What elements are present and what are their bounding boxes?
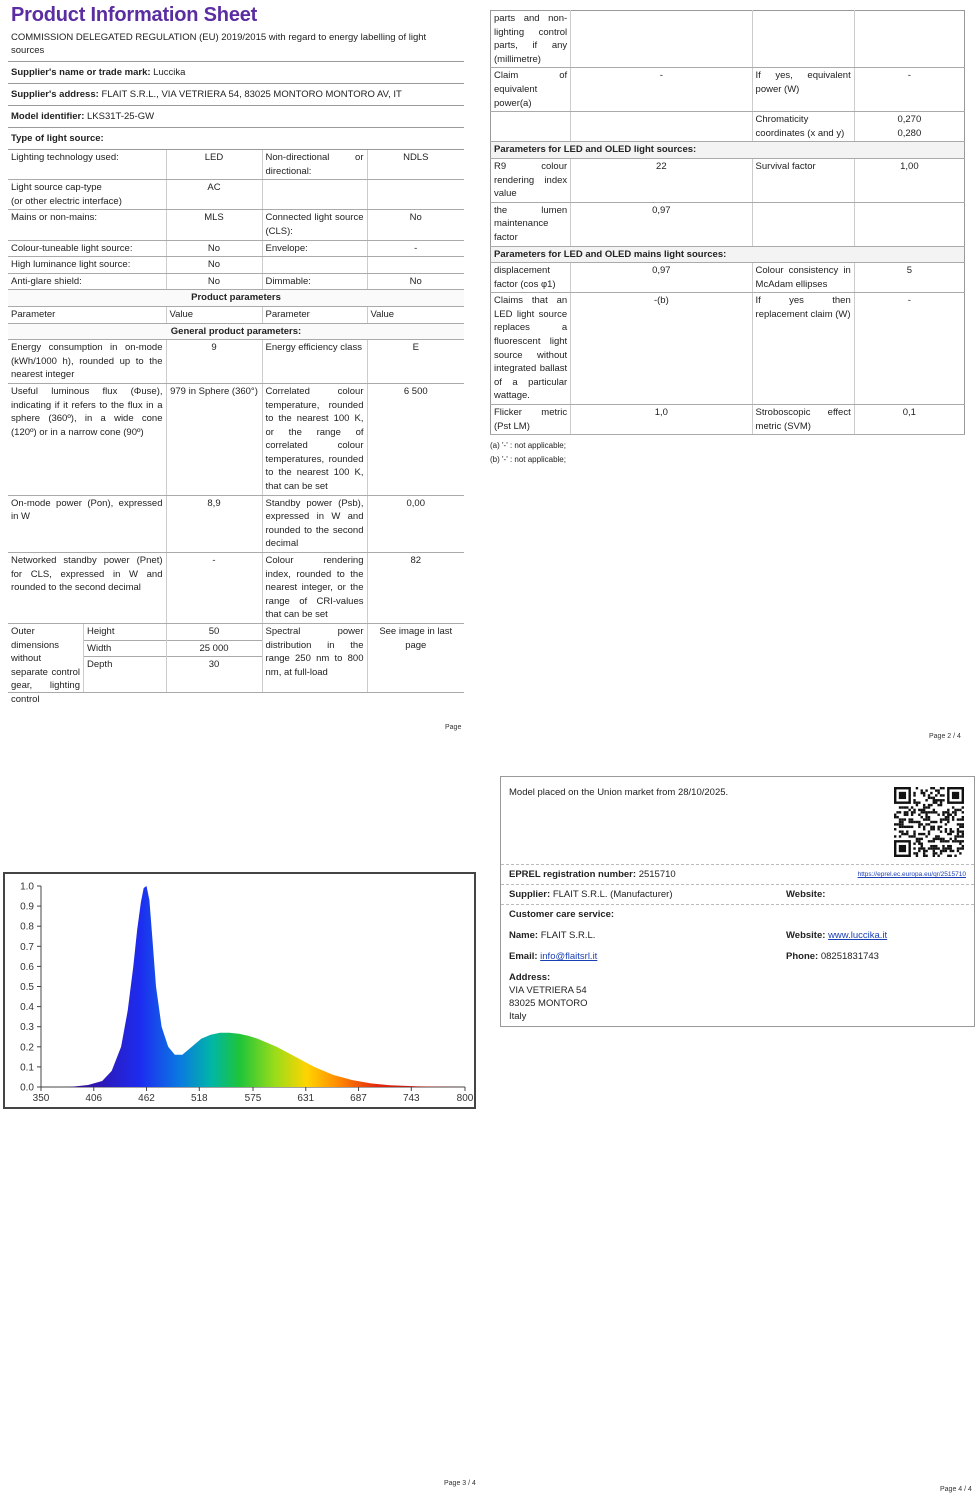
website-label: Website: bbox=[786, 889, 826, 900]
page2-cell: parts and non-lighting control parts, if any (millimetre) bbox=[491, 11, 571, 68]
page2-cell: 0,97 bbox=[571, 202, 752, 246]
type-cell bbox=[262, 180, 367, 210]
general-cell: 8,9 bbox=[166, 495, 262, 552]
page2-cell: Stroboscopic effect metric (SVM) bbox=[752, 405, 854, 435]
product-params-title: Product parameters bbox=[8, 290, 464, 306]
x-tick-label: 631 bbox=[297, 1093, 315, 1104]
led-params-title: Parameters for LED and OLED light sources: bbox=[491, 142, 965, 159]
y-tick-label: 0.2 bbox=[20, 1042, 34, 1054]
general-cell: Energy consumption in on-mode (kWh/1000 h), rounded up to the nearest integer bbox=[8, 340, 166, 384]
footnote-a: (a) '-' : not applicable; bbox=[490, 441, 566, 451]
model-identifier: LKS31T-25-GW bbox=[87, 111, 155, 122]
page2-cell: - bbox=[854, 293, 964, 405]
page2-row bbox=[491, 68, 965, 112]
page2-cell: Survival factor bbox=[752, 158, 854, 202]
page2-cell: the lumen maintenance factor bbox=[491, 202, 571, 246]
footnotes bbox=[490, 439, 965, 467]
type-label: Type of light source: bbox=[11, 133, 104, 144]
width-value: 25 000 bbox=[167, 641, 262, 658]
general-cell: - bbox=[166, 553, 262, 624]
page2-cell bbox=[571, 112, 752, 142]
page2-cell: - bbox=[854, 68, 964, 112]
y-tick-label: 0.9 bbox=[20, 901, 34, 913]
page2-cell: 1,00 bbox=[854, 158, 964, 202]
x-tick-label: 462 bbox=[138, 1093, 155, 1104]
phone-label: Phone: bbox=[786, 951, 819, 962]
general-cell: Standby power (Psb), expressed in W and rounded to the second decimal bbox=[262, 495, 367, 552]
page-4 bbox=[500, 776, 977, 1496]
general-cell: Correlated colour temperature, rounded to the nearest 100 K, or the range of correlated colour temperatures, rounded to the nearest 100 K, that can be set bbox=[262, 383, 367, 495]
x-tick-label: 687 bbox=[350, 1093, 367, 1104]
page2-cell bbox=[571, 11, 752, 68]
name-label: Name: bbox=[509, 930, 539, 941]
spd-value: See image in last page bbox=[367, 624, 464, 693]
type-row bbox=[8, 180, 464, 210]
general-cell: Energy efficiency class bbox=[262, 340, 367, 384]
x-tick-label: 575 bbox=[244, 1093, 262, 1104]
type-row bbox=[8, 257, 464, 274]
general-cell: Useful luminous flux (Φuse), indicating if it refers to the flux in a sphere (360º), in a wide cone (120º) or in a narrow cone (90º) bbox=[8, 383, 166, 495]
page-2 bbox=[490, 10, 965, 745]
type-row bbox=[8, 210, 464, 240]
type-cell: No bbox=[166, 273, 262, 290]
address-line-2: 83025 MONTORO bbox=[509, 998, 588, 1009]
page2-cell: displacement factor (cos φ1) bbox=[491, 263, 571, 293]
model-label: Model identifier: bbox=[11, 111, 85, 122]
type-cell: Lighting technology used: bbox=[8, 150, 166, 180]
page2-row bbox=[491, 263, 965, 293]
page2-cell: 1,0 bbox=[571, 405, 752, 435]
general-cell: E bbox=[367, 340, 464, 384]
product-params-table bbox=[8, 290, 464, 705]
page2-row bbox=[491, 11, 965, 68]
page2-cell: -(b) bbox=[571, 293, 752, 405]
type-cell: No bbox=[367, 210, 464, 240]
page2-cell bbox=[752, 11, 854, 68]
name-value: FLAIT S.R.L. bbox=[540, 930, 596, 941]
page2-cell: 5 bbox=[854, 263, 964, 293]
type-cell: Envelope: bbox=[262, 240, 367, 257]
header-value: Value bbox=[166, 306, 262, 323]
page2-row bbox=[491, 293, 965, 405]
y-tick-label: 0.7 bbox=[20, 941, 34, 953]
page2-cell bbox=[854, 11, 964, 68]
type-cell: AC bbox=[166, 180, 262, 210]
y-tick-label: 0.6 bbox=[20, 961, 34, 973]
height-value: 50 bbox=[167, 624, 262, 641]
type-cell: No bbox=[166, 240, 262, 257]
type-cell: Colour-tuneable light source: bbox=[8, 240, 166, 257]
eprel-box bbox=[500, 776, 975, 1027]
page2-cell: Claims that an LED light source replaces a fluorescent light source without integrated ballast of a particular wattage. bbox=[491, 293, 571, 405]
page-4-number: Page 4 / 4 bbox=[940, 1486, 972, 1493]
address-line-3: Italy bbox=[509, 1011, 527, 1022]
type-cell: MLS bbox=[166, 210, 262, 240]
page2-cell: If yes, equivalent power (W) bbox=[752, 68, 854, 112]
y-tick-label: 0.8 bbox=[20, 921, 34, 933]
general-params-title: General product parameters: bbox=[8, 323, 464, 340]
header-value-2: Value bbox=[367, 306, 464, 323]
qr-code-icon[interactable] bbox=[894, 787, 964, 857]
registration-row bbox=[501, 865, 974, 885]
type-row bbox=[8, 240, 464, 257]
general-row bbox=[8, 553, 464, 624]
eprel-link[interactable]: https://eprel.ec.europa.eu/qr/2515710 bbox=[857, 871, 966, 878]
general-cell: 82 bbox=[367, 553, 464, 624]
general-cell: 6 500 bbox=[367, 383, 464, 495]
supplier-address-line bbox=[8, 84, 464, 106]
type-row bbox=[8, 150, 464, 180]
registration-number: 2515710 bbox=[638, 869, 676, 880]
width-label: Width bbox=[84, 641, 166, 658]
x-tick-label: 800 bbox=[456, 1093, 474, 1104]
supplier-name-line bbox=[8, 62, 464, 84]
general-cell: Networked standby power (Pnet) for CLS, expressed in W and rounded to the second decimal bbox=[8, 553, 166, 624]
customer-care bbox=[501, 905, 974, 1026]
mains-params-title: Parameters for LED and OLED mains light sources: bbox=[491, 246, 965, 263]
type-row bbox=[8, 273, 464, 290]
page2-cell: 0,270 0,280 bbox=[854, 112, 964, 142]
phone-value: 08251831743 bbox=[820, 951, 879, 962]
type-cell: Mains or non-mains: bbox=[8, 210, 166, 240]
type-cell: - bbox=[367, 240, 464, 257]
general-row bbox=[8, 495, 464, 552]
header-param: Parameter bbox=[8, 306, 166, 323]
supplier-address: FLAIT S.R.L., VIA VETRIERA 54, 83025 MONTORO MONTORO AV, IT bbox=[101, 89, 402, 100]
x-tick-label: 350 bbox=[32, 1093, 50, 1104]
email-link[interactable]: info@flaitsrl.it bbox=[540, 951, 598, 962]
address-label: Address: bbox=[509, 972, 551, 983]
customer-care-label: Customer care service: bbox=[509, 909, 615, 920]
spectrum-chart bbox=[3, 872, 476, 1109]
type-cell: High luminance light source: bbox=[8, 257, 166, 274]
type-cell bbox=[262, 257, 367, 274]
depth-label: Depth bbox=[87, 659, 113, 671]
type-cell: Dimmable: bbox=[262, 273, 367, 290]
supplier-name: Luccika bbox=[153, 67, 186, 78]
supplier-address-label: Supplier's address: bbox=[11, 89, 99, 100]
placed-row bbox=[501, 777, 974, 865]
y-tick-label: 0.0 bbox=[20, 1082, 34, 1094]
website-link[interactable]: www.luccika.it bbox=[828, 930, 888, 941]
type-cell bbox=[367, 257, 464, 274]
footnote-b: (b) '-' : not applicable; bbox=[490, 455, 566, 465]
y-tick-label: 0.5 bbox=[20, 982, 34, 993]
sheet-title: Product Information Sheet bbox=[11, 4, 258, 26]
type-cell: No bbox=[166, 257, 262, 274]
placed-text: Model placed on the Union market from 28/10/2025. bbox=[509, 787, 729, 798]
general-cell: 9 bbox=[166, 340, 262, 384]
header-param-2: Parameter bbox=[262, 306, 367, 323]
page-3-number: Page 3 / 4 bbox=[444, 1480, 476, 1487]
page-1-number: Page bbox=[445, 724, 462, 731]
supplier-row bbox=[501, 885, 974, 905]
x-tick-label: 743 bbox=[402, 1093, 420, 1104]
general-row bbox=[8, 340, 464, 384]
y-tick-label: 0.1 bbox=[20, 1062, 34, 1074]
page2-cell: Chromaticity coordinates (x and y) bbox=[752, 112, 854, 142]
type-cell: Anti-glare shield: bbox=[8, 273, 166, 290]
type-cell: Connected light source (CLS): bbox=[262, 210, 367, 240]
dimensions-cell bbox=[8, 624, 166, 705]
y-tick-label: 1.0 bbox=[20, 881, 34, 893]
type-cell: LED bbox=[166, 150, 262, 180]
registration-label: EPREL registration number: bbox=[509, 869, 637, 880]
regulation-text: COMMISSION DELEGATED REGULATION (EU) 2019/2015 with regard to energy labelling of light sources bbox=[8, 27, 464, 62]
page2-cell bbox=[491, 112, 571, 142]
page2-row bbox=[491, 405, 965, 435]
general-cell: Colour rendering index, rounded to the nearest integer, or the range of CRI-values that can be set bbox=[262, 553, 367, 624]
supplier-name-label: Supplier's name or trade mark: bbox=[11, 67, 151, 78]
page2-cell: If yes then replacement claim (W) bbox=[752, 293, 854, 405]
supplier-label: Supplier: bbox=[509, 889, 551, 900]
general-cell: On-mode power (Pon), expressed in W bbox=[8, 495, 166, 552]
spectrum-chart-svg bbox=[5, 874, 474, 1107]
page2-cell: R9 colour rendering index value bbox=[491, 158, 571, 202]
model-line bbox=[8, 106, 464, 128]
y-tick-label: 0.3 bbox=[20, 1022, 34, 1034]
page2-cell: Colour consistency in McAdam ellipses bbox=[752, 263, 854, 293]
dimensions-label: Outer dimensions without separate control gear, lighting control bbox=[8, 624, 84, 692]
website2-label: Website: bbox=[786, 930, 826, 941]
spd-label: Spectral power distribution in the range 250 nm to 800 nm, at full-load bbox=[262, 624, 367, 693]
page2-cell: 0,1 bbox=[854, 405, 964, 435]
height-label: Height bbox=[84, 624, 166, 641]
type-table bbox=[8, 150, 464, 290]
type-cell bbox=[367, 180, 464, 210]
type-cell: No bbox=[367, 273, 464, 290]
x-tick-label: 406 bbox=[85, 1093, 103, 1104]
page-2-number: Page 2 / 4 bbox=[929, 733, 961, 740]
dimensions-values bbox=[166, 624, 262, 693]
general-row bbox=[8, 383, 464, 495]
page-3 bbox=[0, 760, 490, 1495]
type-cell: Light source cap-type (or other electric interface) bbox=[8, 180, 166, 210]
page2-table bbox=[490, 10, 965, 435]
page-1 bbox=[8, 2, 464, 737]
page2-cell: - bbox=[571, 68, 752, 112]
page2-row bbox=[491, 112, 965, 142]
page2-cell: 22 bbox=[571, 158, 752, 202]
page2-cell bbox=[854, 202, 964, 246]
general-cell: 0,00 bbox=[367, 495, 464, 552]
spectrum-area bbox=[69, 886, 465, 1087]
email-label: Email: bbox=[509, 951, 538, 962]
page2-row bbox=[491, 158, 965, 202]
type-cell: Non-directional or directional: bbox=[262, 150, 367, 180]
page2-cell: Claim of equivalent power(a) bbox=[491, 68, 571, 112]
type-line bbox=[8, 128, 464, 150]
type-cell: NDLS bbox=[367, 150, 464, 180]
page2-row bbox=[491, 202, 965, 246]
page2-cell bbox=[752, 202, 854, 246]
page2-cell: 0,97 bbox=[571, 263, 752, 293]
x-tick-label: 518 bbox=[190, 1093, 208, 1104]
address-line-1: VIA VETRIERA 54 bbox=[509, 985, 587, 996]
page2-cell: Flicker metric (Pst LM) bbox=[491, 405, 571, 435]
y-tick-label: 0.4 bbox=[20, 1002, 34, 1014]
depth-value: 30 bbox=[208, 659, 220, 671]
general-cell: 979 in Sphere (360°) bbox=[166, 383, 262, 495]
supplier-value: FLAIT S.R.L. (Manufacturer) bbox=[552, 889, 673, 900]
